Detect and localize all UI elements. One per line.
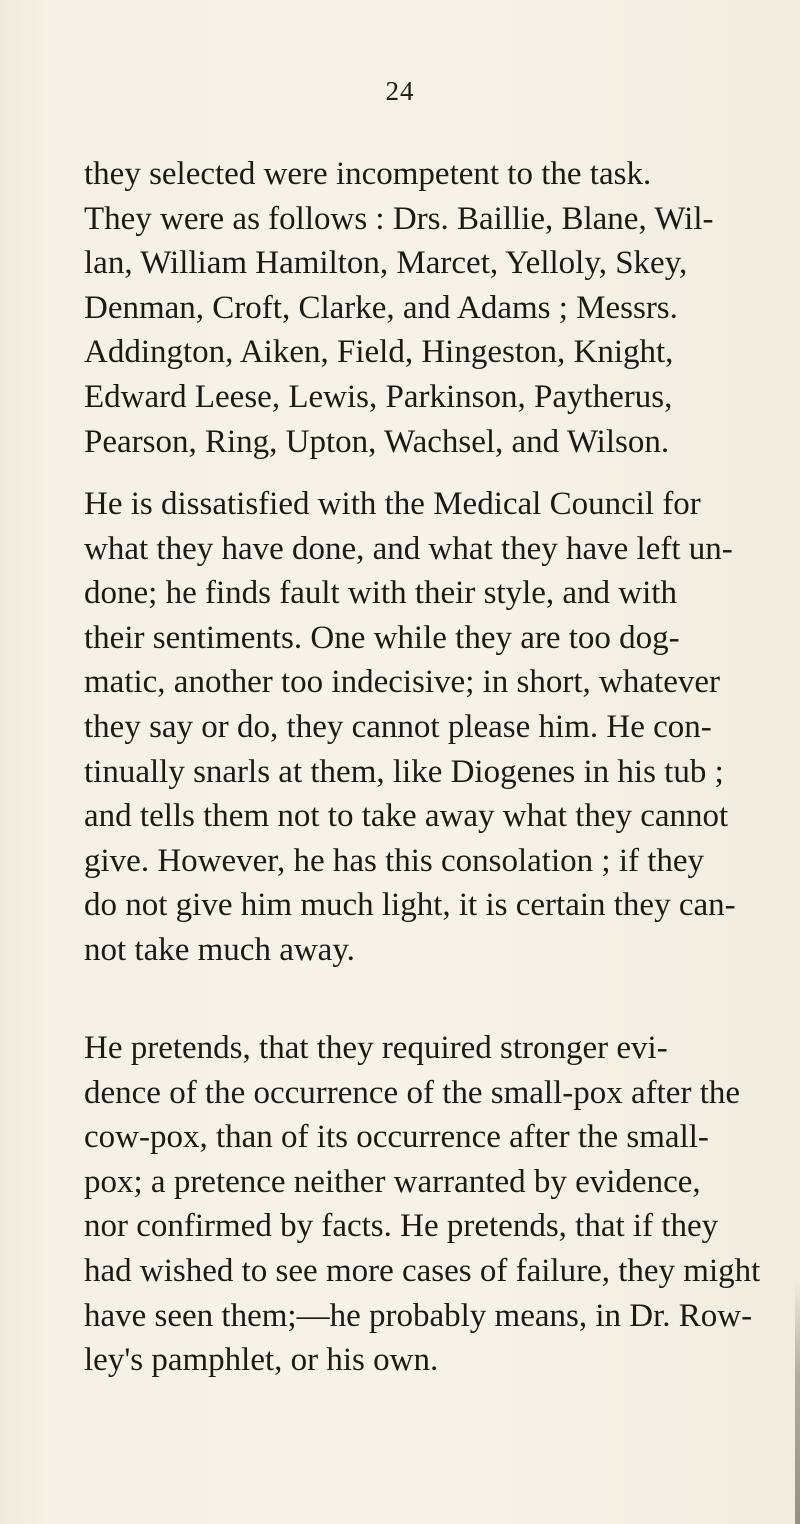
text-line: give. However, he has this consolation ; if they <box>84 842 705 879</box>
text-line: Edward Leese, Lewis, Parkinson, Paytherus, <box>84 378 673 415</box>
text-line: He is dissatisfied with the Medical Council for <box>84 486 701 522</box>
text-line: Addington, Aiken, Field, Hingeston, Knight, <box>84 334 674 371</box>
text-line: had wished to see more cases of failure, they might <box>84 1252 761 1289</box>
paragraph-3 <box>84 1026 761 1383</box>
page-number: 24 <box>385 76 415 106</box>
text-line: They were as follows : Drs. Baillie, Blane, Wil- <box>84 200 714 237</box>
text-line: dence of the occurrence of the small-pox after the <box>84 1074 741 1111</box>
paragraph-1 <box>84 152 744 464</box>
text-line: they selected were incompetent to the task. <box>84 156 652 192</box>
paragraph-2 <box>84 482 744 973</box>
text-line: lan, William Hamilton, Marcet, Yelloly, Skey, <box>84 245 688 282</box>
text-line: do not give him much light, it is certain they can- <box>84 887 736 924</box>
text-line: matic, another too indecisive; in short, whatever <box>84 664 720 701</box>
text-line: ley's pamphlet, or his own. <box>84 1342 439 1379</box>
text-line: cow-pox, than of its occurrence after the small- <box>84 1119 709 1156</box>
text-line: and tells them not to take away what they cannot <box>84 798 729 835</box>
text-line: what they have done, and what they have left un- <box>84 530 733 567</box>
text-line: Pearson, Ring, Upton, Wachsel, and Wilson. <box>84 423 670 460</box>
text-line: not take much away. <box>84 931 355 968</box>
text-line: have seen them;—he probably means, in Dr. Row- <box>84 1297 753 1334</box>
text-line: He pretends, that they required stronger evi- <box>84 1030 668 1066</box>
text-line: Denman, Croft, Clarke, and Adams ; Messrs. <box>84 289 678 326</box>
text-line: nor confirmed by facts. He pretends, that if they <box>84 1208 719 1245</box>
text-line: tinually snarls at them, like Diogenes in his tub ; <box>84 753 724 790</box>
text-line: they say or do, they cannot please him. He con- <box>84 708 712 745</box>
page-edge-shadow <box>795 1280 800 1524</box>
text-line: their sentiments. One while they are too dog- <box>84 619 680 656</box>
text-line: pox; a pretence neither warranted by evidence, <box>84 1163 701 1200</box>
text-line: done; he finds fault with their style, and with <box>84 575 677 612</box>
